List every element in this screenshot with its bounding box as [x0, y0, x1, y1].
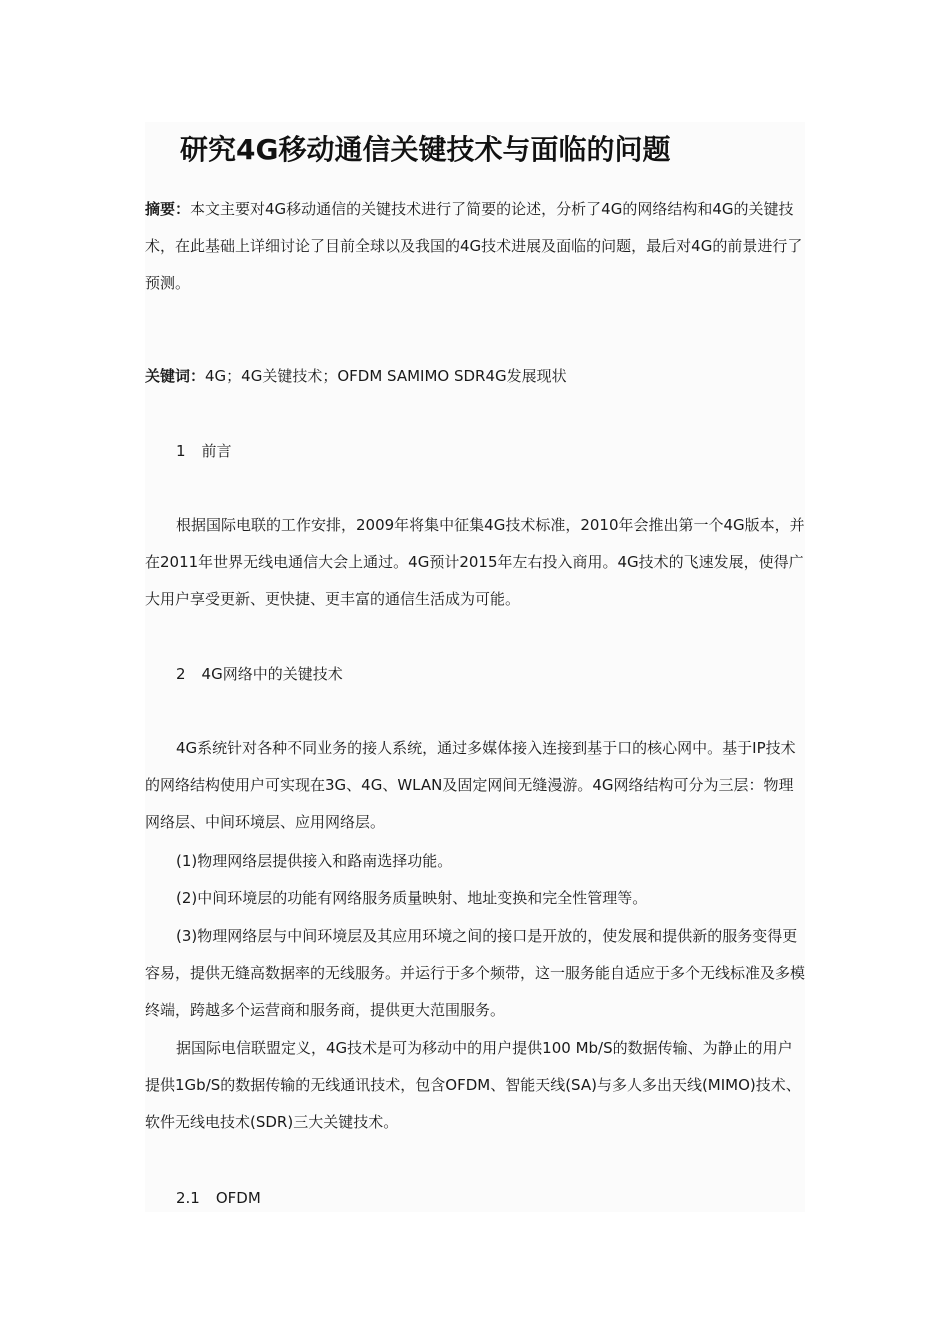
- abstract-label: 摘要：: [145, 200, 191, 218]
- document-title: 研究4G移动通信关键技术与面临的问题: [180, 133, 671, 166]
- itu-definition-paragraph: 据国际电信联盟定义，4G技术是可为移动中的用户提供100 Mb/S的数据传输、为静止的用户提供1Gb/S的数据传输的无线通讯技术，包含OFDM、智能天线(SA)与多人多出天线(MIMO)技术、软件无线电技术(SDR)三大关键技术。: [145, 1039, 801, 1131]
- section-number: 2: [176, 665, 186, 683]
- abstract-text: 本文主要对4G移动通信的关键技术进行了简要的论述，分析了4G的网络结构和4G的关键技术，在此基础上详细讨论了目前全球以及我国的4G技术进展及面临的问题，最后对4G的前景进行了预测。: [145, 200, 803, 292]
- section-number: 2.1: [176, 1189, 200, 1207]
- section-heading-2-1: [176, 1180, 261, 1217]
- section-title: 4G网络中的关键技术: [201, 665, 343, 683]
- intro-paragraph: 根据国际电联的工作安排，2009年将集中征集4G技术标准，2010年会推出第一个4G版本，并在2011年世界无线电通信大会上通过。4G预计2015年左右投入商用。4G技术的飞速发展，使得广大用户享受更新、更快捷、更丰富的通信生活成为可能。: [145, 516, 805, 608]
- layer-item-3: (3)物理网络层与中间环境层及其应用环境之间的接口是开放的，使发展和提供新的服务变得更容易，提供无缝高数据率的无线服务。并运行于多个频带，这一服务能自适应于多个无线标准及多模终端，跨越多个运营商和服务商，提供更大范围服务。: [145, 927, 806, 1019]
- layer-item-1: (1)物理网络层提供接入和路南选择功能。: [176, 852, 453, 870]
- section-heading-1: [176, 433, 232, 470]
- layer-item-2: (2)中间环境层的功能有网络服务质量映射、地址变换和完全性管理等。: [176, 889, 648, 907]
- section-heading-2: [176, 656, 343, 693]
- network-structure-paragraph: 4G系统针对各种不同业务的接人系统，通过多媒体接入连接到基于口的核心网中。基于IP技术的网络结构使用户可实现在3G、4G、WLAN及固定网间无缝漫游。4G网络结构可分为三层：物理网络层、中间环境层、应用网络层。: [145, 739, 796, 831]
- keywords-paragraph: [145, 358, 807, 395]
- section-title: OFDM: [215, 1189, 261, 1207]
- section-number: 1: [176, 442, 186, 460]
- section-title: 前言: [201, 442, 232, 460]
- abstract-paragraph: [145, 191, 807, 302]
- keywords-label: 关键词：: [145, 367, 206, 385]
- keywords-text: 4G；4G关键技术；OFDM SAMIMO SDR4G发展现状: [205, 367, 567, 385]
